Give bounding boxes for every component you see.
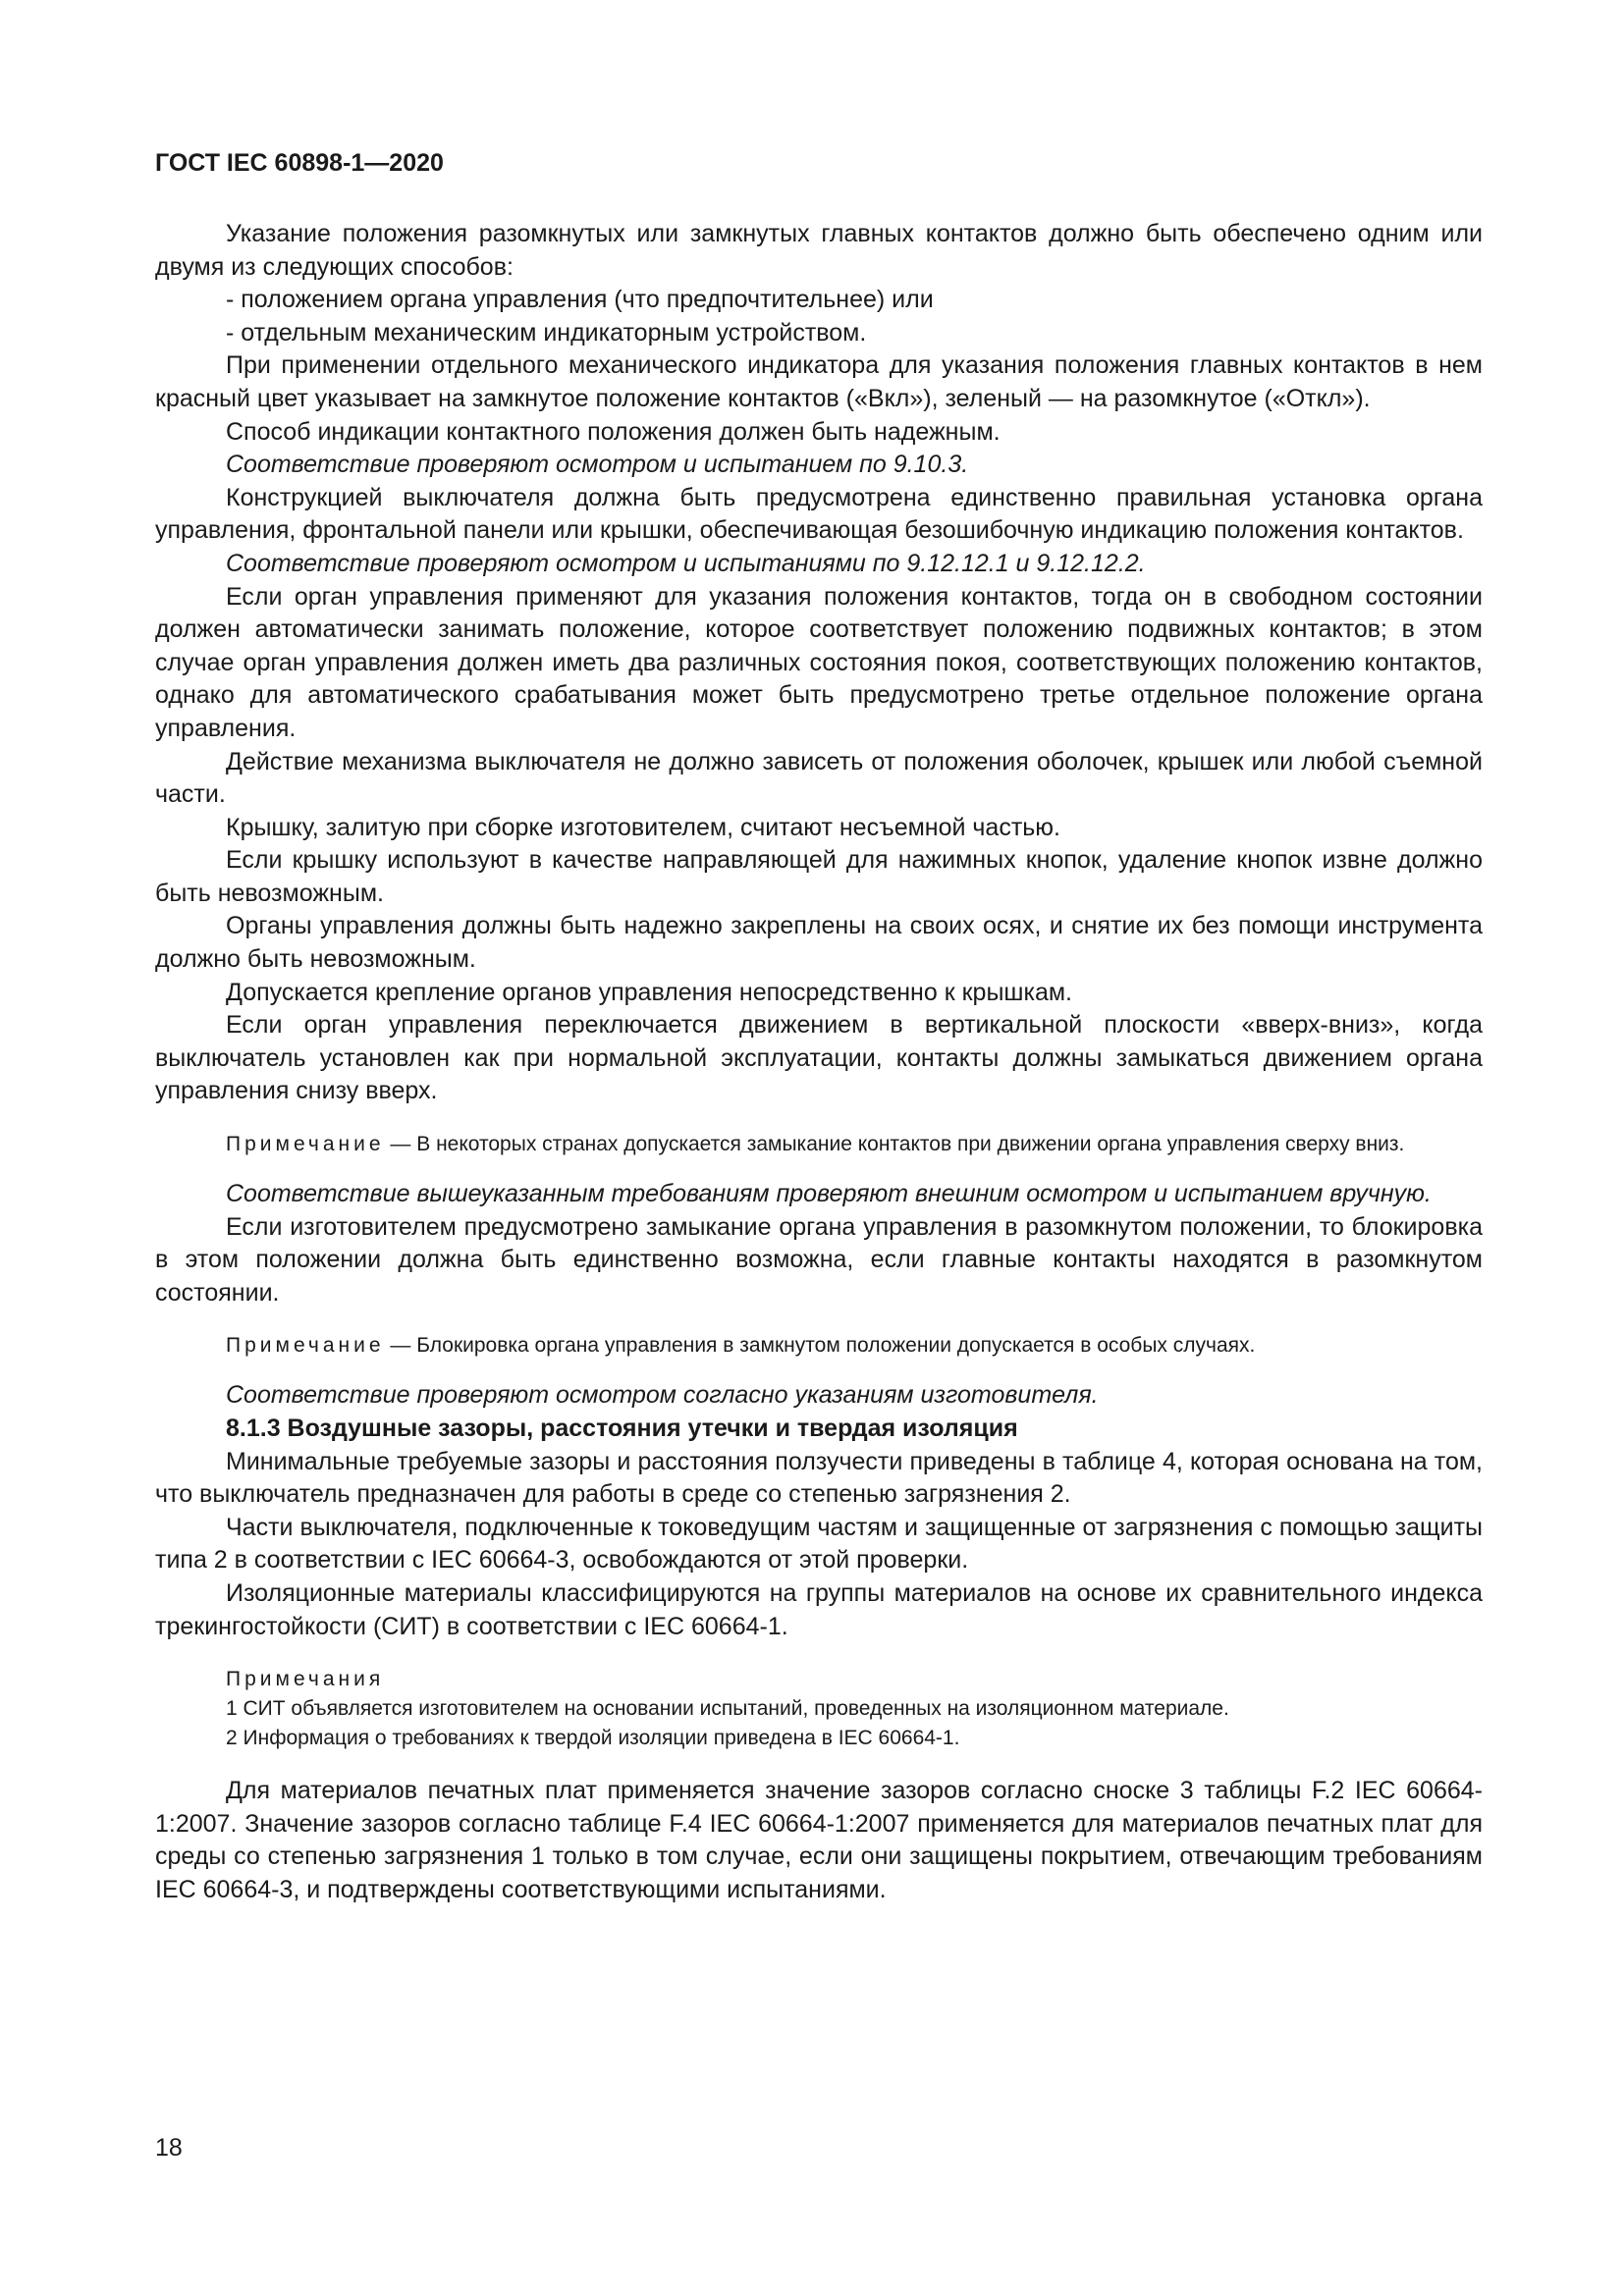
paragraph: Способ индикации контактного положения должен быть надежным. — [226, 417, 1001, 446]
note-label: Примечание — [226, 1334, 385, 1358]
document-page — [155, 147, 1483, 1907]
paragraph: Органы управления должны быть надежно закреплены на своих осях, и снятие их без помощи инструмента должно быть невозможным. — [155, 912, 1483, 974]
notes-label: Примечания — [226, 1668, 385, 1691]
note-text: — Блокировка органа управления в замкнутом положении допускается в особых случаях. — [384, 1334, 1256, 1358]
paragraph: Допускается крепление органов управления непосредственно к крышкам. — [226, 978, 1072, 1006]
section-mid — [155, 1178, 1483, 1309]
paragraph: Указание положения разомкнутых или замкнутых главных контактов должно быть обеспечено одним или двумя из следующих способов: — [155, 220, 1483, 281]
section-end — [155, 1775, 1483, 1906]
note-item: 1 СИТ объявляется изготовителем на основании испытаний, проведенных на изоляционном материале. — [226, 1697, 1229, 1721]
paragraph: Если крышку используют в качестве направляющей для нажимных кнопок, удаление кнопок извне должно быть невозможным. — [155, 846, 1483, 907]
compliance-statement: Соответствие вышеуказанным требованиям проверяют внешним осмотром и испытанием вручную. — [226, 1180, 1432, 1208]
list-item: - положением органа управления (что предпочтительнее) или — [226, 286, 934, 314]
note-label: Примечание — [226, 1133, 385, 1156]
paragraph: Части выключателя, подключенные к токоведущим частям и защищенные от загрязнения с помощью защиты типа 2 в соответствии с IEC 60664-3, освобождаются от этой проверки. — [155, 1513, 1483, 1575]
paragraph: Если орган управления переключается движением в вертикальной плоскости «вверх-вниз», когда выключатель установлен как при нормальной эксплуатации, контакты должны замыкаться движением органа управления снизу вверх. — [155, 1011, 1483, 1105]
compliance-statement: Соответствие проверяют осмотром и испытанием по 9.10.3. — [226, 451, 969, 479]
paragraph: Действие механизма выключателя не должно зависеть от положения оболочек, крышек или любой съемной части. — [155, 747, 1483, 809]
paragraph: Для материалов печатных плат применяется значение зазоров согласно сноске 3 таблицы F.2 IEC 60664-1:2007. Значение зазоров согласно таблице F.4 IEC 60664-1:2007 применяется для материалов печатных плат для среды со степенью загрязнения 1 только в том случае, если они защищены покрытием, отвечающим требованиям IEC 60664-3, и подтверждены соответствующими испытаниями. — [155, 1777, 1483, 1903]
paragraph: Минимальные требуемые зазоры и расстояния ползучести приведены в таблице 4, которая основана на том, что выключатель предназначен для работы в среде со степенью загрязнения 2. — [155, 1447, 1483, 1509]
section-top — [155, 218, 1483, 1108]
note-item: 2 Информация о требованиях к твердой изоляции приведена в IEC 60664-1. — [226, 1727, 960, 1750]
paragraph: Если орган управления применяют для указания положения контактов, тогда он в свободном состоянии должен автоматически занимать положение, которое соответствует положению подвижных контактов; в этом случае орган управления должен иметь два различных состояния покоя, соответствующих положению контактов, однако для автоматического срабатывания может быть предусмотрено третье отдельное положение органа управления. — [155, 582, 1483, 742]
note-text: — В некоторых странах допускается замыкание контактов при движении органа управления сверху вниз. — [384, 1133, 1405, 1156]
note-block — [155, 1331, 1483, 1360]
compliance-statement: Соответствие проверяют осмотром и испытаниями по 9.12.12.1 и 9.12.12.2. — [226, 549, 1146, 577]
compliance-statement: Соответствие проверяют осмотром согласно указаниям изготовителя. — [226, 1381, 1099, 1410]
paragraph: Крышку, залитую при сборке изготовителем, считают несъемной частью. — [226, 813, 1060, 841]
page-number: 18 — [155, 2134, 183, 2162]
section-heading: 8.1.3 Воздушные зазоры, расстояния утечки и твердая изоляция — [226, 1415, 1018, 1442]
note-block — [155, 1130, 1483, 1158]
paragraph: При применении отдельного механического индикатора для указания положения главных контактов в нем красный цвет указывает на замкнутое положение контактов («Вкл»), зеленый — на разомкнутое («Откл»). — [155, 351, 1483, 412]
paragraph: Изоляционные материалы классифицируются на группы материалов на основе их сравнительного индекса трекингостойкости (СИТ) в соответствии с IEC 60664-1. — [155, 1578, 1483, 1640]
section-lower — [155, 1379, 1483, 1643]
notes-block — [155, 1665, 1483, 1753]
paragraph: Конструкцией выключателя должна быть предусмотрена единственно правильная установка органа управления, фронтальной панели или крышки, обеспечивающая безошибочную индикацию положения контактов. — [155, 483, 1483, 545]
paragraph: Если изготовителем предусмотрено замыкание органа управления в разомкнутом положении, то блокировка в этом положении должна быть единственно возможна, если главные контакты находятся в разомкнутом состоянии. — [155, 1212, 1483, 1307]
document-header: ГОСТ IEC 60898-1—2020 — [155, 149, 444, 177]
list-item: - отдельным механическим индикаторным устройством. — [226, 318, 867, 347]
